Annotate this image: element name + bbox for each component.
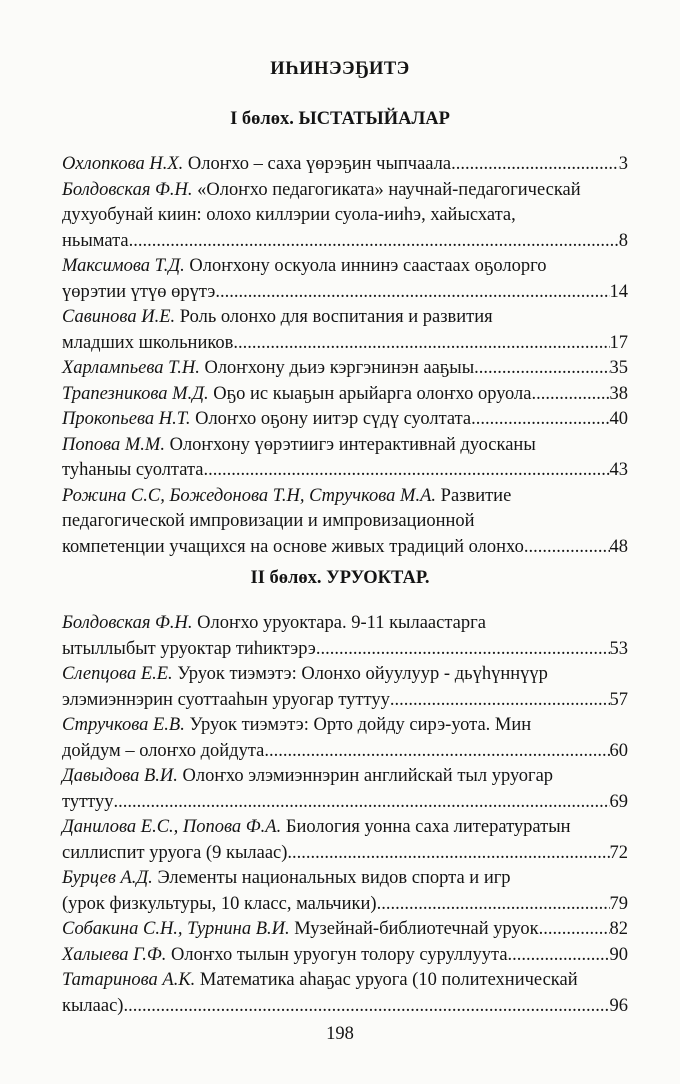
dot-leader	[471, 407, 609, 433]
toc-entry-line	[62, 790, 628, 816]
dot-leader	[287, 841, 609, 867]
toc-entry-line	[62, 739, 628, 765]
toc-entry-author: Охлопкова Н.Х.	[62, 154, 184, 174]
toc-entry-author: Слепцова Е.Е.	[62, 664, 173, 684]
toc-entry	[62, 407, 628, 433]
toc-entry	[62, 356, 628, 382]
dot-leader	[204, 458, 610, 484]
toc-entry	[62, 305, 628, 356]
toc-entry-page: 79	[609, 893, 628, 914]
toc-entry-author: Савинова И.Е.	[62, 307, 176, 327]
toc-entry-line	[62, 892, 628, 918]
toc-entry-title: Музейнай-библиотечнай уруок	[294, 919, 539, 939]
toc-entry-line	[62, 815, 628, 841]
toc-entry-title: младших школьников	[62, 332, 234, 353]
toc-entry-line	[62, 841, 628, 867]
toc-entry-title: педагогической импровизации и импровизационной	[62, 511, 475, 531]
section-heading-2: II бөлөх. УРУОКТАР.	[250, 568, 430, 588]
toc-entry-line	[62, 331, 628, 357]
toc-entry-line	[62, 203, 628, 229]
toc-entry-line	[62, 535, 628, 561]
toc-entry-line	[62, 968, 628, 994]
toc-entry-title: ытыллыбыт уруоктар тиһиктэрэ	[62, 638, 316, 659]
toc-entry-title: Олоҥхону үөрэтиигэ интерактивнай дуосканы	[169, 434, 536, 455]
dot-leader	[316, 637, 610, 663]
toc-entry-title: туһаныы суолтата	[62, 460, 204, 480]
toc-entry-page: 69	[609, 791, 628, 812]
toc-entry-title: силлиспит уруога (9 кылаас)	[62, 842, 288, 863]
toc-entry-title: Олоҥхону дьиэ кэргэнинэн ааҕыы	[204, 358, 475, 378]
toc-entry-page: 57	[609, 689, 628, 710]
toc-entry-page: 38	[609, 383, 628, 404]
toc-entry-author: Халыева Г.Ф.	[62, 944, 167, 965]
dot-leader	[531, 382, 609, 408]
toc-entry-title: Элементы национальных видов спорта и игр	[157, 868, 511, 888]
toc-entry-page: 48	[609, 536, 628, 557]
toc-entry-title: Развитие	[440, 485, 512, 506]
toc-entry-author: Давыдова В.И.	[62, 766, 178, 786]
toc-entry-line	[62, 994, 628, 1020]
toc-entry-line	[62, 484, 628, 510]
dot-leader	[129, 229, 619, 255]
toc-entry-title: Уруок тиэмэтэ: Олонхо ойуулуур - дьүһүннүүр	[177, 664, 548, 684]
toc-entry-title: (урок физкультуры, 10 класс, мальчики)	[62, 893, 377, 914]
toc-entry	[62, 968, 628, 1019]
toc-entry-line	[62, 254, 628, 280]
toc-entry	[62, 152, 628, 178]
toc-entry-author: Татаринова А.К.	[62, 970, 196, 990]
toc-entry-title: компетенции учащихся на основе живых традиций олонхо	[62, 536, 524, 557]
toc-entry-line	[62, 943, 628, 969]
toc-entry-title: кылаас)	[62, 995, 124, 1016]
toc-entry	[62, 943, 628, 969]
dot-leader	[123, 994, 609, 1020]
toc-entry-page: 17	[609, 332, 628, 353]
toc-entry-author: Прокопьева Н.Т.	[62, 409, 191, 429]
toc-entry-page: 8	[618, 230, 628, 251]
toc-entry-title: Олоҥхо оҕону иитэр сүдү суолтата	[195, 409, 472, 429]
toc-entry-title: дойдум – олоҥхо дойдута	[62, 740, 265, 761]
toc-section-2	[62, 611, 628, 1019]
toc-entry-page: 90	[609, 944, 628, 965]
toc-entry	[62, 254, 628, 305]
toc-entry-line	[62, 637, 628, 663]
toc-entry-title: Олоҥхону оскуола иннинэ саастаах оҕолорго	[189, 256, 547, 276]
toc-entry-title: ньымата	[62, 230, 129, 251]
toc-entry-line	[62, 382, 628, 408]
toc-entry-page: 60	[609, 740, 628, 761]
toc-entry-page: 14	[609, 281, 628, 302]
page-number: 198	[326, 1024, 354, 1044]
toc-entry-title: үөрэтии үтүө өрүтэ	[62, 281, 216, 302]
toc-entry-title: духуобунай киин: олохо киллэрии суола-ииһэ, хайысхата,	[62, 205, 516, 225]
toc-entry-line	[62, 229, 628, 255]
toc-entry-line	[62, 688, 628, 714]
toc-entry-page: 53	[609, 638, 628, 659]
toc-entry-title: Математика аһаҕас уруога (10 политехническай	[199, 970, 578, 990]
toc-entry-page: 3	[618, 154, 628, 174]
toc-entry-author: Болдовская Ф.Н.	[62, 613, 193, 633]
toc-entry-page: 40	[609, 409, 628, 429]
toc-entry-title: Оҕо ис кыаҕын арыйарга олоҥхо оруола	[213, 383, 532, 404]
toc-entry-line	[62, 433, 628, 459]
toc-entry-author: Максимова Т.Д.	[62, 256, 185, 276]
toc-entry-line	[62, 458, 628, 484]
toc-entry-line	[62, 917, 628, 943]
toc-entry-title: Олоҥхо элэмиэннэрин английскай тыл уруогар	[182, 766, 554, 786]
toc-entry-line	[62, 280, 628, 306]
dot-leader	[264, 739, 609, 765]
toc-entry	[62, 866, 628, 917]
toc-entry-page: 43	[609, 460, 628, 480]
toc-entry	[62, 815, 628, 866]
toc-entry-title: туттуу	[62, 791, 114, 812]
dot-leader	[451, 152, 619, 178]
section-heading-1: I бөлөх. ЫСТАТЫЙАЛАР	[230, 109, 450, 129]
toc-entry	[62, 713, 628, 764]
toc-entry-author: Рожина С.С, Божедонова Т.Н, Стручкова М.А.	[62, 485, 437, 506]
toc-entry	[62, 382, 628, 408]
dot-leader	[539, 917, 610, 943]
page-title: ИҺИНЭЭҔИТЭ	[270, 59, 410, 79]
toc-entry-line	[62, 764, 628, 790]
toc-entry-line	[62, 611, 628, 637]
toc-entry-author: Трапезникова М.Д.	[62, 383, 209, 404]
toc-entry-title: Роль олонхо для воспитания и развития	[179, 307, 493, 327]
toc-entry-line	[62, 509, 628, 535]
toc-entry-line	[62, 662, 628, 688]
dot-leader	[114, 790, 610, 816]
toc-entry	[62, 764, 628, 815]
dot-leader	[474, 356, 609, 382]
toc-entry-author: Болдовская Ф.Н.	[62, 179, 193, 200]
toc-entry-title: элэмиэннэрин суоттааһын уруогар туттуу	[62, 689, 390, 710]
toc-entry-line	[62, 356, 628, 382]
toc-entry-title: Олоҥхо уруоктара. 9-11 кылаастарга	[197, 613, 486, 633]
dot-leader	[508, 943, 610, 969]
toc-entry-page: 72	[609, 842, 628, 863]
toc-entry	[62, 917, 628, 943]
toc-entry	[62, 611, 628, 662]
dot-leader	[377, 892, 610, 918]
dot-leader	[215, 280, 609, 306]
toc-entry-author: Данилова Е.С., Попова Ф.А.	[62, 817, 282, 837]
toc-entry-title: Олоҥхо тылын уруогун толору суруллуута	[171, 944, 508, 965]
dot-leader	[390, 688, 610, 714]
toc-entry-page: 35	[609, 358, 628, 378]
toc-entry	[62, 484, 628, 561]
toc-entry-line	[62, 713, 628, 739]
dot-leader	[524, 535, 610, 561]
toc-entry-author: Бурцев А.Д.	[62, 868, 153, 888]
toc-entry	[62, 433, 628, 484]
toc-entry-line	[62, 866, 628, 892]
toc-entry-line	[62, 407, 628, 433]
toc-entry-author: Стручкова Е.В.	[62, 715, 185, 735]
toc-entry-line	[62, 305, 628, 331]
toc-entry-title: «Олоҥхо педагогиката» научнай-педагогическай	[197, 179, 581, 200]
toc-entry-title: Биология уонна саха литературатын	[285, 817, 571, 837]
toc-entry-line	[62, 152, 628, 178]
toc-entry	[62, 662, 628, 713]
toc-entry-author: Попова М.М.	[62, 434, 165, 455]
toc-entry-page: 96	[609, 995, 628, 1016]
toc-entry-title: Олоҥхо – саха үөрэҕин чыпчаала	[187, 154, 452, 174]
toc-section-1	[62, 152, 628, 560]
toc-entry-title: Уруок тиэмэтэ: Орто дойду сирэ-уота. Мин	[189, 715, 532, 735]
toc-entry-author: Собакина С.Н., Турнина В.И.	[62, 919, 290, 939]
toc-entry-line	[62, 178, 628, 204]
toc-entry-page: 82	[609, 919, 628, 939]
dot-leader	[233, 331, 609, 357]
toc-entry-author: Харлампьева Т.Н.	[62, 358, 200, 378]
toc-entry	[62, 178, 628, 255]
